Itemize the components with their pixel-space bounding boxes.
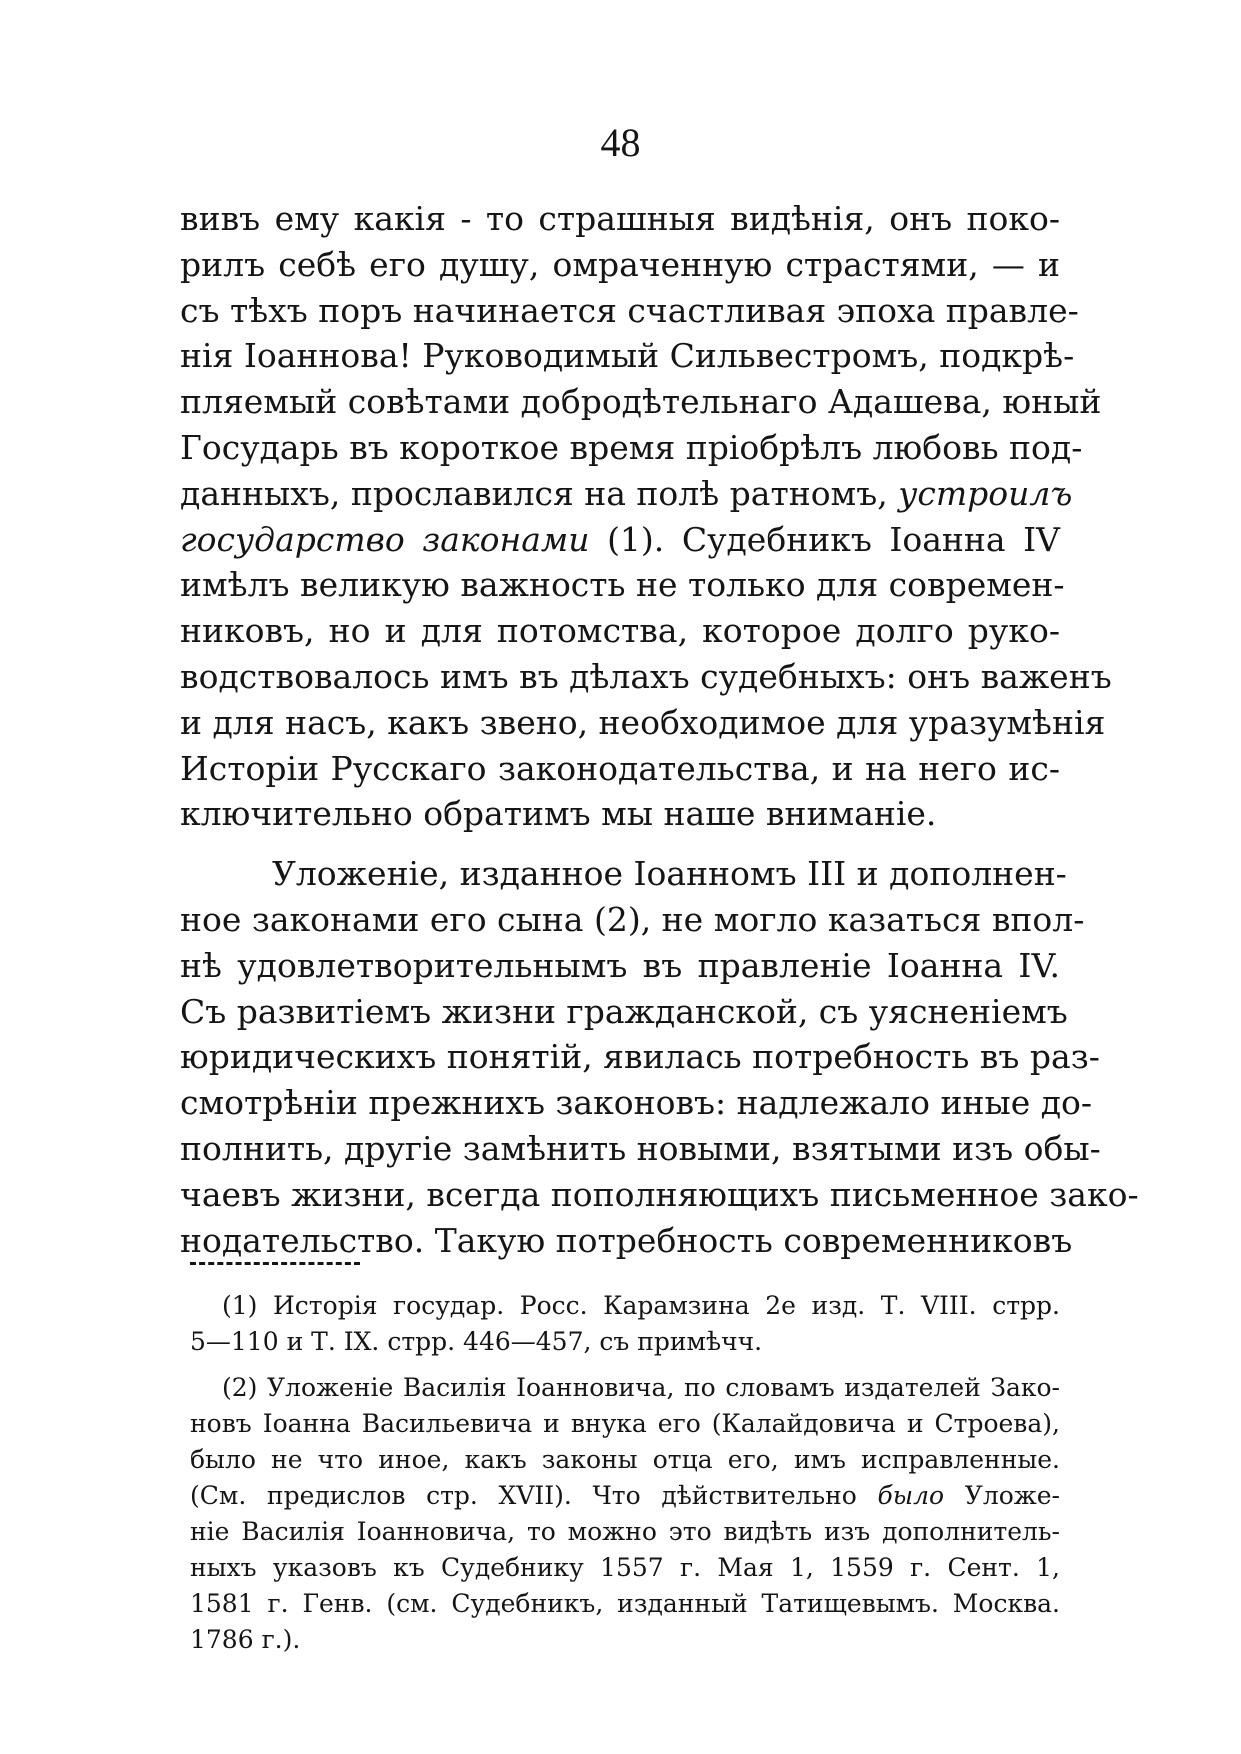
text-line: нія Іоаннова! Руководимый Сильвестромъ, подкрѣ- bbox=[180, 336, 1075, 376]
text-line: рилъ себѣ его душу, омраченную страстями, — и bbox=[180, 244, 1060, 284]
footnote-gap bbox=[190, 1360, 1060, 1370]
text-line: имѣлъ великую важность не только для современ- bbox=[180, 565, 1065, 605]
text-segment: (1). Судебникъ Іоанна IV bbox=[607, 519, 1060, 559]
text-line: никовъ, но и для потомства, которое долго руко- bbox=[180, 611, 1060, 651]
text-line: ное законами его сына (2), не могло казаться впол- bbox=[180, 899, 1085, 939]
text-line bbox=[180, 517, 1060, 563]
text-line: юридическихъ понятій, явилась потребность въ раз- bbox=[180, 1037, 1100, 1077]
footnote-line: 1786 г.). bbox=[190, 1625, 301, 1654]
main-text bbox=[180, 196, 1139, 1263]
footnotes bbox=[190, 1288, 1060, 1658]
italic-quote: устроилъ bbox=[898, 473, 1073, 513]
footnote-line: (1) Исторія государ. Росс. Карамзина 2е изд. Т. VIII. стрр. bbox=[222, 1291, 1060, 1320]
paragraph-gap bbox=[180, 837, 1060, 851]
text-line: нѣ удовлетворительнымъ въ правленіе Іоанна IV. bbox=[180, 945, 1060, 985]
text-line: Уложеніе, изданное Іоанномъ III и дополнен- bbox=[272, 854, 1067, 894]
footnote-line: было не что иное, какъ законы отца его, имъ исправленные. bbox=[190, 1445, 1060, 1474]
text-line: съ тѣхъ поръ начинается счастливая эпоха правле- bbox=[180, 290, 1079, 330]
footnote-line: 1581 г. Генв. (см. Судебникъ, изданный Татищевымъ. Москва. bbox=[190, 1589, 1060, 1618]
text-line: вивъ ему какія - то страшныя видѣнія, онъ поко- bbox=[180, 199, 1060, 238]
text-line: Исторіи Русскаго законодательства, и на него ис- bbox=[180, 748, 1060, 788]
footnote-line: новъ Іоанна Васильевича и внука его (Калайдовича и Строева), bbox=[190, 1409, 1060, 1438]
text-segment: Уложе- bbox=[964, 1481, 1061, 1510]
page-number: 48 bbox=[600, 120, 641, 165]
text-line: и для насъ, какъ звено, необходимое для уразумѣнія bbox=[180, 702, 1106, 742]
text-segment: данныхъ, прославился на полѣ ратномъ, bbox=[180, 473, 888, 513]
italic-word: было bbox=[877, 1481, 945, 1510]
footnote-line: ніе Василія Іоанновича, то можно это видѣть изъ дополнитель- bbox=[190, 1517, 1060, 1546]
text-line: Съ развитіемъ жизни гражданской, съ уясненіемъ bbox=[180, 991, 1068, 1031]
text-line: чаевъ жизни, всегда пополняющихъ письменное зако- bbox=[180, 1174, 1139, 1214]
text-line: ключительно обратимъ мы наше вниманіе. bbox=[180, 794, 937, 834]
text-line: Государь въ короткое время пріобрѣлъ любовь под- bbox=[180, 427, 1083, 467]
italic-quote: государство законами bbox=[180, 519, 590, 559]
footnote-line: ныхъ указовъ къ Судебнику 1557 г. Мая 1, 1559 г. Сент. 1, bbox=[190, 1553, 1060, 1582]
footnote-separator bbox=[190, 1262, 360, 1265]
text-line: нодательство. Такую потребность современниковъ bbox=[180, 1220, 1073, 1260]
text-line: полнить, другіе замѣнить новыми, взятыми изъ обы- bbox=[180, 1128, 1101, 1168]
footnote-line bbox=[190, 1478, 1060, 1514]
text-segment: (См. предислов стр. XVII). Что дѣйствительно bbox=[190, 1481, 857, 1510]
footnote-line: (2) Уложеніе Василія Іоанновича, по словамъ издателей Зако- bbox=[222, 1373, 1060, 1402]
text-line: пляемый совѣтами добродѣтельнаго Адашева, юный bbox=[180, 382, 1102, 422]
footnote-line: 5—110 и Т. IX. стрр. 446—457, съ примѣчч. bbox=[190, 1327, 763, 1356]
text-line: смотрѣніи прежнихъ законовъ: надлежало иные до- bbox=[180, 1083, 1093, 1123]
text-line: водствовалось имъ въ дѣлахъ судебныхъ: онъ важенъ bbox=[180, 656, 1112, 696]
text-line bbox=[180, 471, 1073, 517]
